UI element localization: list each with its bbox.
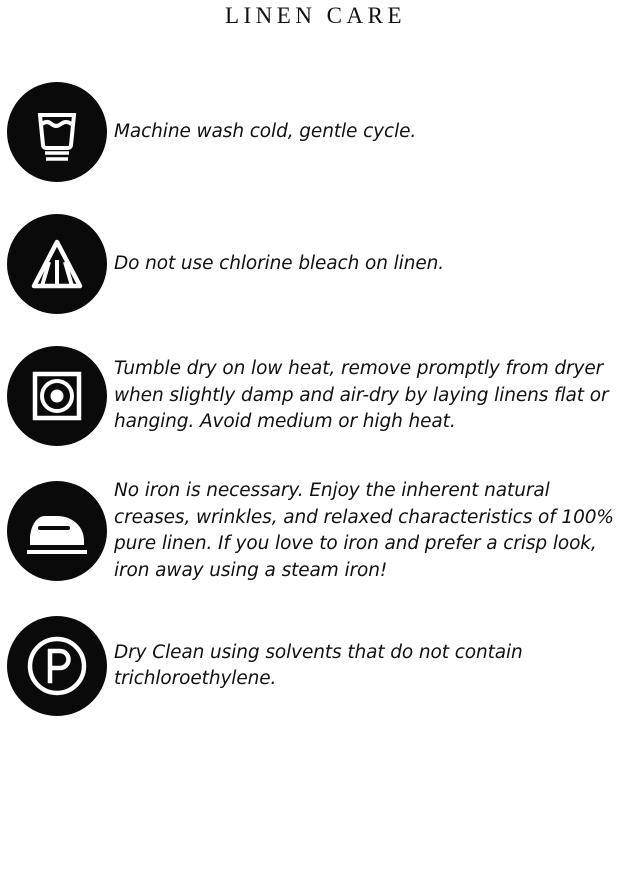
care-instruction-list	[0, 82, 631, 716]
care-instruction-text: Tumble dry on low heat, remove promptly from dryer when slightly damp and air-dry by laying linens flat or hanging. Avoid medium or high heat.	[114, 358, 609, 433]
page-title: LINEN CARE	[224, 3, 407, 28]
icon-cell	[0, 82, 114, 182]
list-item	[0, 82, 631, 182]
icon-cell	[0, 346, 114, 446]
care-instruction-text: No iron is necessary. Enjoy the inherent natural creases, wrinkles, and relaxed characteristics of 100% pure linen. If you love to iron and prefer a crisp look, iron away using a steam iron!	[114, 480, 614, 581]
list-item	[0, 616, 631, 716]
list-item	[0, 478, 631, 584]
icon-cell	[0, 616, 114, 716]
do-not-bleach-icon	[7, 214, 107, 314]
text-cell	[114, 119, 631, 146]
icon-cell	[0, 481, 114, 581]
text-cell	[114, 356, 631, 436]
care-instruction-text: Dry Clean using solvents that do not contain trichloroethylene.	[114, 641, 523, 689]
text-cell	[114, 478, 631, 584]
care-instruction-text: Machine wash cold, gentle cycle.	[114, 120, 417, 142]
icon-cell	[0, 214, 114, 314]
list-item	[0, 346, 631, 446]
text-cell	[114, 640, 631, 693]
dry-clean-p-icon	[7, 616, 107, 716]
list-item	[0, 214, 631, 314]
care-instruction-text: Do not use chlorine bleach on linen.	[114, 252, 445, 274]
tumble-dry-low-icon	[7, 346, 107, 446]
machine-wash-icon	[7, 82, 107, 182]
iron-icon	[7, 481, 107, 581]
text-cell	[114, 251, 631, 278]
